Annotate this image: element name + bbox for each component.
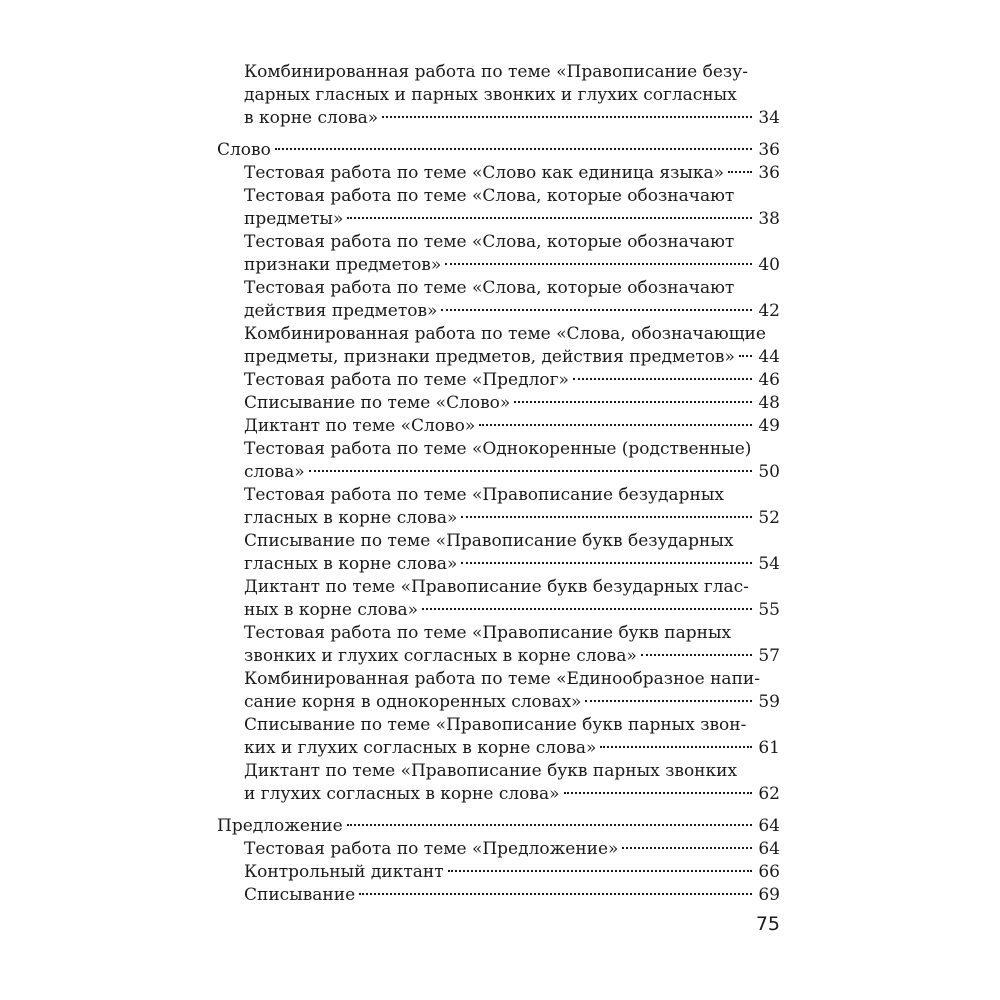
toc-entry (217, 392, 780, 415)
toc-entry-title: Слово (217, 140, 271, 160)
dot-leader (479, 423, 752, 426)
toc-page-number: 64 (758, 816, 780, 836)
toc-entry (217, 760, 780, 806)
toc-entry-title: предметы, признаки предметов, действия предметов» (244, 347, 735, 367)
toc-page-number: 62 (758, 784, 780, 804)
toc-entry-title: и глухих согласных в корне слова» (244, 784, 560, 804)
toc-entry (217, 415, 780, 438)
toc-entry-last-line (244, 300, 780, 323)
toc-entry-last-line (217, 815, 780, 838)
dot-leader (422, 607, 752, 610)
dot-leader (382, 115, 752, 118)
toc-entry (217, 530, 780, 576)
toc-entry (217, 185, 780, 231)
toc-entry-line: Списывание по теме «Правописание букв парных звон- (244, 715, 747, 735)
toc-entry-line: Комбинированная работа по теме «Правописание безу- (244, 62, 748, 82)
toc-page-number: 44 (758, 347, 780, 367)
toc-entry-title: в корне слова» (244, 108, 379, 128)
toc-entry-last-line (244, 645, 780, 668)
toc-page-number: 69 (758, 885, 780, 905)
dot-leader (359, 892, 752, 895)
dot-leader (441, 308, 752, 311)
toc-page-number: 40 (758, 255, 780, 275)
toc-entry-line: Тестовая работа по теме «Однокоренные (родственные) (244, 439, 752, 459)
toc-entry-last-line (244, 599, 780, 622)
toc-entry (217, 61, 780, 130)
toc-page-number: 36 (758, 163, 780, 183)
toc-entry (217, 622, 780, 668)
toc-entry-title: Диктант по теме «Слово» (244, 416, 476, 436)
dot-leader (641, 653, 752, 656)
toc-entry-title: ных в корне слова» (244, 600, 419, 620)
toc-entry-title: Списывание (244, 885, 356, 905)
toc-entry-title: слова» (244, 462, 305, 482)
toc-entry-last-line (244, 346, 780, 369)
toc-entry-line: Тестовая работа по теме «Слова, которые обозначают (244, 186, 735, 206)
toc-entry-last-line (244, 507, 780, 530)
toc-entry-line: Диктант по теме «Правописание букв парных звонких (244, 761, 738, 781)
toc-entry-last-line (244, 861, 780, 884)
toc-entry (217, 162, 780, 185)
toc-entry (217, 668, 780, 714)
toc-entry (217, 714, 780, 760)
dot-leader (739, 354, 752, 357)
toc-entry-line: Тестовая работа по теме «Слова, которые обозначают (244, 278, 735, 298)
toc-entry-title: Контрольный диктант (244, 862, 444, 882)
toc-entry-title: гласных в корне слова» (244, 554, 458, 574)
toc-entry-title: звонких и глухих согласных в корне слова» (244, 646, 637, 666)
toc-entry (217, 576, 780, 622)
toc-entry (217, 884, 780, 907)
toc-page-number: 66 (758, 862, 780, 882)
toc-page-number: 54 (758, 554, 780, 574)
toc-entry-title: предметы» (244, 209, 344, 229)
toc-section (217, 815, 780, 838)
toc-page-number: 52 (758, 508, 780, 528)
toc-entry-last-line (244, 461, 780, 484)
toc-entry-title: признаки предметов» (244, 255, 442, 275)
dot-leader (728, 170, 752, 173)
toc-entry-line: Комбинированная работа по теме «Слова, обозначающие (244, 324, 766, 344)
toc-entry-last-line (244, 107, 780, 130)
dot-leader (514, 400, 752, 403)
toc-page-number: 50 (758, 462, 780, 482)
toc-entry-last-line (217, 139, 780, 162)
toc-entry-title: сание корня в однокоренных словах» (244, 692, 582, 712)
toc-page-number: 59 (758, 692, 780, 712)
dot-leader (622, 846, 752, 849)
toc-entry-line: Комбинированная работа по теме «Единообразное напи- (244, 669, 760, 689)
dot-leader (573, 377, 752, 380)
toc-entry-last-line (244, 691, 780, 714)
toc-entry-last-line (244, 737, 780, 760)
toc-page-number: 42 (758, 301, 780, 321)
dot-leader (309, 469, 752, 472)
toc-page-number: 36 (758, 140, 780, 160)
toc-entry-last-line (244, 208, 780, 231)
toc-entry-last-line (244, 415, 780, 438)
toc-entry (217, 277, 780, 323)
toc-entry-last-line (244, 162, 780, 185)
toc-page-number: 46 (758, 370, 780, 390)
toc-entry-last-line (244, 884, 780, 907)
toc-entry-last-line (244, 838, 780, 861)
toc-entry-line: Тестовая работа по теме «Правописание безударных (244, 485, 724, 505)
toc-entry (217, 438, 780, 484)
toc-page-number: 34 (758, 108, 780, 128)
toc-entry-title: Тестовая работа по теме «Предлог» (244, 370, 569, 390)
dot-leader (461, 561, 752, 564)
toc-entry-last-line (244, 369, 780, 392)
dot-leader (347, 216, 752, 219)
dot-leader (564, 791, 753, 794)
toc-entry-title: Тестовая работа по теме «Предложение» (244, 839, 619, 859)
dot-leader (445, 262, 752, 265)
toc-entry-title: гласных в корне слова» (244, 508, 458, 528)
page-number: 75 (755, 913, 780, 935)
dot-leader (585, 699, 752, 702)
toc-entry-title: ких и глухих согласных в корне слова» (244, 738, 597, 758)
toc-entry-title: Тестовая работа по теме «Слово как единица языка» (244, 163, 725, 183)
toc-entry-line: Тестовая работа по теме «Слова, которые обозначают (244, 232, 735, 252)
dot-leader (275, 147, 752, 150)
dot-leader (347, 823, 752, 826)
toc-entry (217, 231, 780, 277)
toc-entry-last-line (244, 783, 780, 806)
toc-entry-title: действия предметов» (244, 301, 438, 321)
toc-entry (217, 838, 780, 861)
toc-entry-last-line (244, 553, 780, 576)
toc-page-number: 38 (758, 209, 780, 229)
toc-entry (217, 484, 780, 530)
dot-leader (448, 869, 752, 872)
toc-entry-title: Списывание по теме «Слово» (244, 393, 511, 413)
toc-entry-line: дарных гласных и парных звонких и глухих согласных (244, 85, 737, 105)
toc-entry-line: Диктант по теме «Правописание букв безударных глас- (244, 577, 749, 597)
toc-page-number: 64 (758, 839, 780, 859)
toc-entry-last-line (244, 392, 780, 415)
toc-entry-line: Тестовая работа по теме «Правописание букв парных (244, 623, 732, 643)
toc-entry (217, 861, 780, 884)
toc-entry-line: Списывание по теме «Правописание букв безударных (244, 531, 734, 551)
dot-leader (461, 515, 752, 518)
toc-entry-last-line (244, 254, 780, 277)
toc-page-number: 61 (758, 738, 780, 758)
toc-page-number: 49 (758, 416, 780, 436)
toc-page-number: 57 (758, 646, 780, 666)
toc-section (217, 139, 780, 162)
toc-page-number: 55 (758, 600, 780, 620)
dot-leader (600, 745, 752, 748)
toc-entry (217, 369, 780, 392)
toc-entry-title: Предложение (217, 816, 343, 836)
toc-entry (217, 323, 780, 369)
table-of-contents (217, 61, 780, 907)
toc-page-number: 48 (758, 393, 780, 413)
